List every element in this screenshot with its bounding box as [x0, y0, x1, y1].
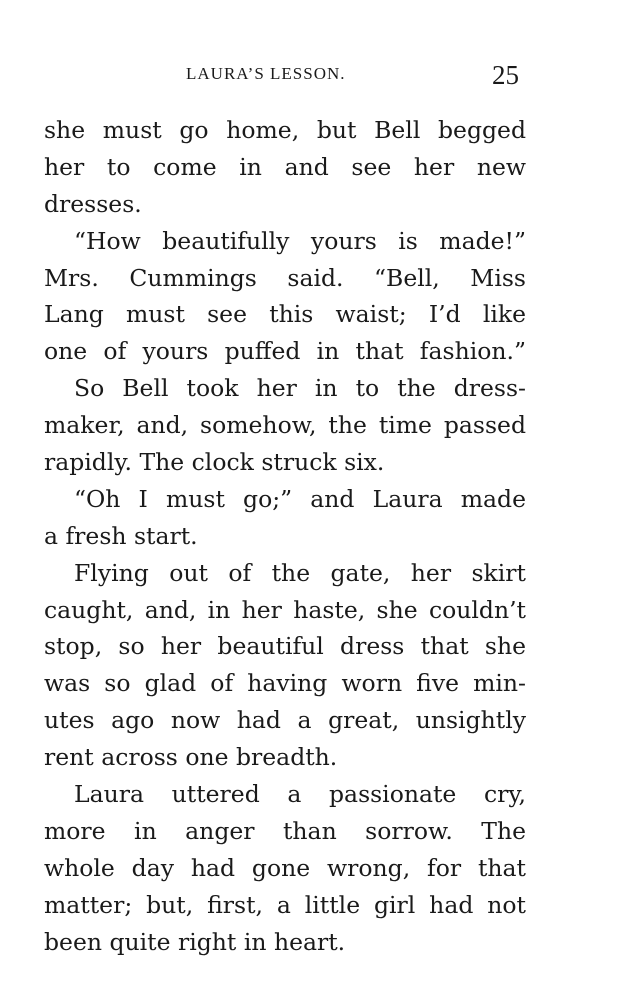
text-line: So Bell took her in to the dress- [74, 374, 526, 403]
text-line: Lang must see this waist; I’d like [44, 300, 526, 329]
text-line: “How beautifully yours is made!” [74, 226, 526, 255]
text-line: Flying out of the gate, her skirt [74, 558, 526, 587]
text-line: matter; but, first, a little girl had not [44, 890, 526, 919]
text-line: rent across one breadth. [44, 743, 338, 772]
text-line: dresses. [44, 189, 142, 218]
text-line: been quite right in heart. [44, 927, 346, 956]
text-line: whole day had gone wrong, for that [44, 853, 526, 882]
text-line: a fresh start. [44, 521, 198, 550]
page-number: 25 [492, 60, 519, 90]
text-line: utes ago now had a great, unsightly [44, 706, 526, 735]
text-line: more in anger than sorrow. The [44, 816, 526, 845]
running-title: LAURA’S LESSON. [186, 64, 346, 83]
text-line: rapidly. The clock struck six. [44, 448, 385, 477]
body-text [44, 112, 526, 960]
text-line: Laura uttered a passionate cry, [74, 780, 526, 809]
text-line: was so glad of having worn five min- [44, 669, 526, 698]
text-line: one of yours puffed in that fashion.” [44, 337, 526, 366]
page-header [0, 60, 619, 100]
text-line: her to come in and see her new [44, 152, 526, 181]
text-line: stop, so her beautiful dress that she [44, 632, 526, 661]
text-line: caught, and, in her haste, she couldn’t [44, 595, 526, 624]
text-line: maker, and, somehow, the time passed [44, 411, 526, 440]
text-line: “Oh I must go;” and Laura made [74, 484, 526, 513]
text-line: she must go home, but Bell begged [44, 116, 526, 144]
text-line: Mrs. Cummings said. “Bell, Miss [44, 263, 526, 292]
